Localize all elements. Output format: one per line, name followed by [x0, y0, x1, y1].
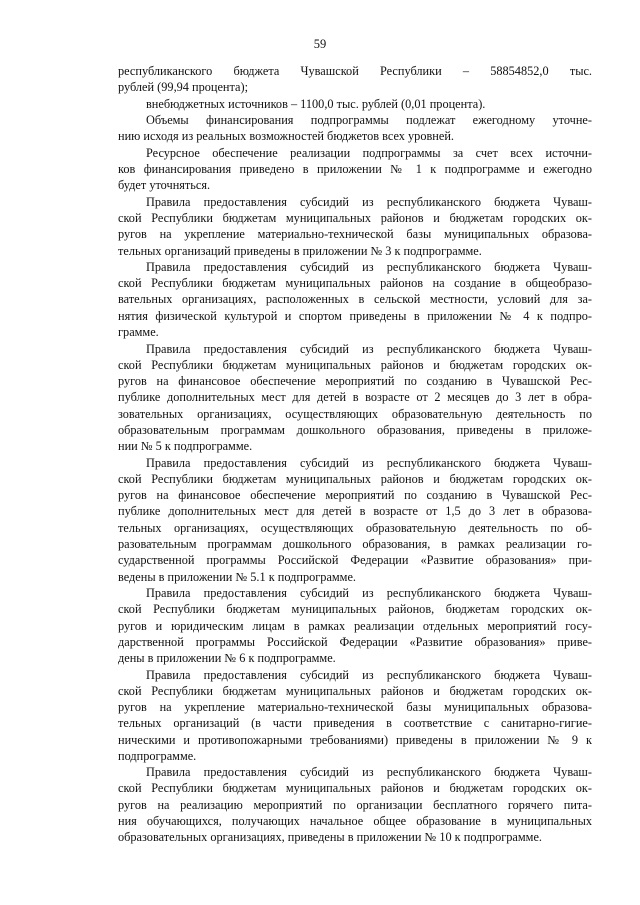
text-line: публике дополнительных мест для детей в возрасте от 1,5 до 3 лет в образова- [118, 504, 592, 518]
text-line: будет уточняться. [118, 178, 211, 192]
text-line: ругов на реализацию мероприятий по организации бесплатного горячего пита- [118, 798, 592, 812]
text-line: дены в приложении № 6 к подпрограмме. [118, 651, 336, 665]
text-line: ков финансирования приведено в приложении № 1 к подпрограмме и ежегодно [118, 162, 592, 176]
text-line: ругов на укрепление материально-технической базы муниципальных образова- [118, 227, 592, 241]
text-line: грамме. [118, 325, 159, 339]
text-line: образовательным программам дошкольного образования, приведены в приложе- [118, 423, 592, 437]
text-line: ругов на финансовое обеспечение мероприятий по созданию в Чувашской Рес- [118, 488, 592, 502]
text-line: нятия физической культурой и спортом приведены в приложении № 4 к подпро- [118, 309, 592, 323]
text-line: ской Республики бюджетам муниципальных районов и бюджетам городских ок- [118, 472, 592, 486]
text-line: нию исходя из реальных возможностей бюджетов всех уровней. [118, 129, 454, 143]
text-line: дарственной программы Российской Федерации «Развитие образования» приве- [118, 635, 592, 649]
text-line: внебюджетных источников – 1100,0 тыс. рублей (0,01 процента). [146, 97, 486, 111]
text-line: подпрограмме. [118, 749, 197, 763]
text-line: тельных организаций (в части приведения в соответствие с санитарно-гигие- [118, 716, 592, 730]
text-line: вательных организациях, расположенных в сельской местности, условий для за- [118, 292, 592, 306]
text-line: ской Республики бюджетам муниципальных районов и бюджетам городских ок- [118, 211, 592, 225]
text-line: Правила предоставления субсидий из республиканского бюджета Чуваш- [146, 668, 592, 682]
text-line: ническими и противопожарными требованиями) приведены в приложении № 9 к [118, 733, 592, 747]
text-line: Объемы финансирования подпрограммы подлежат ежегодному уточне- [146, 113, 592, 127]
text-line: тельных организациях, осуществляющих образовательную деятельность по об- [118, 521, 592, 535]
text-line: Ресурсное обеспечение реализации подпрограммы за счет всех источни- [146, 146, 592, 160]
text-line: ской Республики бюджетам муниципальных районов и бюджетам городских ок- [118, 358, 592, 372]
text-line: сударственной программы Российской Федерации «Развитие образования» при- [118, 553, 592, 567]
text-line: Правила предоставления субсидий из республиканского бюджета Чуваш- [146, 765, 592, 779]
text-line: публике дополнительных мест для детей в возрасте от 2 месяцев до 3 лет в обра- [118, 390, 592, 404]
text-line: Правила предоставления субсидий из республиканского бюджета Чуваш- [146, 456, 592, 470]
text-line: республиканского бюджета Чувашской Республики – 58854852,0 тыс. [118, 64, 592, 78]
text-line: нии № 5 к подпрограмме. [118, 439, 253, 453]
text-line: ской Республики бюджетам муниципальных районов, бюджетам городских ок- [118, 602, 592, 616]
text-line: ругов на укрепление материально-технической базы муниципальных образова- [118, 700, 592, 714]
page-number: 59 [313, 37, 327, 51]
text-line: Правила предоставления субсидий из республиканского бюджета Чуваш- [146, 586, 592, 600]
text-line: тельных организаций приведены в приложении № 3 к подпрограмме. [118, 244, 482, 258]
text-line: рублей (99,94 процента); [118, 80, 248, 94]
text-line: ведены в приложении № 5.1 к подпрограмме. [118, 570, 356, 584]
text-line: Правила предоставления субсидий из республиканского бюджета Чуваш- [146, 195, 592, 209]
text-line: Правила предоставления субсидий из республиканского бюджета Чуваш- [146, 342, 592, 356]
text-line: ния обучающихся, получающих начальное общее образование в муниципальных [118, 814, 592, 828]
text-line: ругов на финансовое обеспечение мероприятий по созданию в Чувашской Рес- [118, 374, 592, 388]
text-line: ругов и юридическим лицам в рамках реализации отдельных мероприятий госу- [118, 619, 592, 633]
text-line: Правила предоставления субсидий из республиканского бюджета Чуваш- [146, 260, 592, 274]
text-line: зовательных организациях, осуществляющих образовательную деятельность по [118, 407, 592, 421]
text-line: образовательных организациях, приведены в приложении № 10 к подпрограмме. [118, 830, 542, 844]
text-line: разовательным программам дошкольного образования, в рамках реализации го- [118, 537, 592, 551]
text-line: ской Республики бюджетам муниципальных районов на создание в общеобразо- [118, 276, 592, 290]
text-line: ской Республики бюджетам муниципальных районов и бюджетам городских ок- [118, 684, 592, 698]
text-line: ской Республики бюджетам муниципальных районов и бюджетам городских ок- [118, 781, 592, 795]
